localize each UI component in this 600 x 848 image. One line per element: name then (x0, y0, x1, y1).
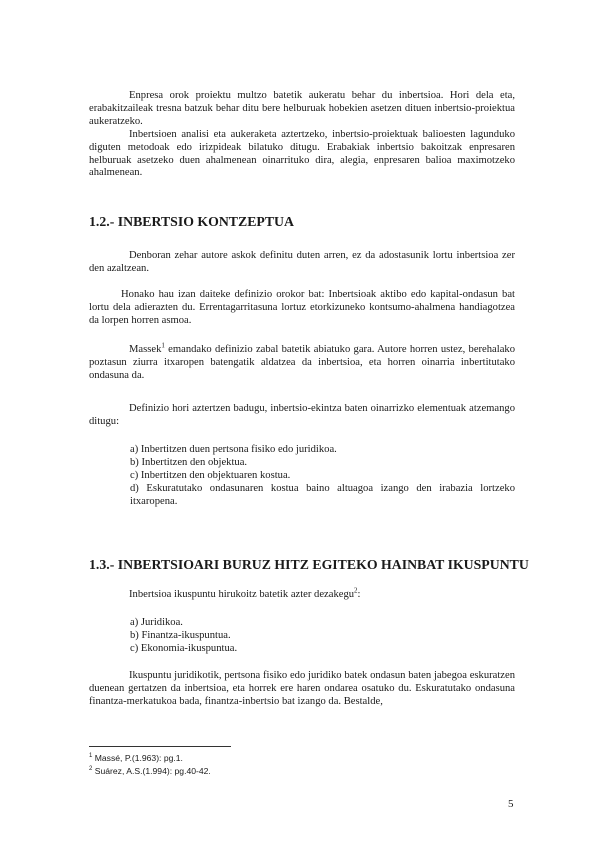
footnote-mark: 1 (89, 753, 93, 760)
footnote-divider (89, 746, 231, 747)
footnote-mark: 2 (89, 766, 93, 773)
footnote-ref-1[interactable]: 1 (161, 341, 165, 350)
section-1-2-paragraph-1: Denboran zehar autore askok definitu duten arren, ez da adostasunik lortu inbertsioa zer den azaltzean. (89, 250, 515, 274)
footnote-2 (89, 766, 211, 776)
element-list (130, 443, 515, 508)
section-1-2-paragraph-2: Honako hau izan daiteke definizio orokor bat: Inbertsioak aktibo edo kapital-ondasun bat lortu dela adierazten du. Errentagarritasuna lortuz etorkizuneko kontsumo-ahalmena handiagotzea da lorpen horren asmoa. (89, 289, 515, 326)
list-item: c) Ekonomia-ikuspuntua. (130, 643, 238, 654)
section-1-3-paragraph-1: Ikuspuntu juridikotik, pertsona fisiko edo juridiko batek ondasun baten jabegoa eskuratzen duenean gertatzen da inbertsioa, eta horrek ere haren ondarea osatuko du. Eskuratutako ondasuna finantza-merkatukoa bada, finantza-inbertsio bat izango da. Bestalde, (89, 670, 515, 707)
section-1-3-intro-text: Inbertsioa ikuspuntu hirukoitz batetik azter dezakegu (129, 589, 355, 600)
page-number: 5 (508, 798, 514, 810)
list-item: d) Eskuratutako ondasunaren kostua baino altuagoa izango den irabazia lortzeko itxaropena. (130, 483, 515, 507)
section-1-3-intro-colon: : (357, 589, 361, 600)
section-1-3-intro (89, 586, 515, 602)
footnote-1 (89, 753, 183, 763)
section-heading-1-3: 1.3.- INBERTSIOARI BURUZ HITZ EGITEKO HAINBAT IKUSPUNTU (89, 557, 529, 572)
list-item: b) Inbertitzen den objektua. (130, 457, 248, 468)
intro-section (89, 90, 515, 180)
section-1-2-paragraph-4: Definizio hori aztertzen badugu, inbertsio-ekintza baten oinarrizko elementuak atzemango ditugu: (89, 403, 515, 427)
list-item: a) Inbertitzen duen pertsona fisiko edo juridikoa. (130, 444, 337, 455)
list-item: b) Finantza-ikuspuntua. (130, 630, 231, 641)
list-item: a) Juridikoa. (130, 617, 183, 628)
section-1-2-paragraph-3 (89, 341, 515, 383)
section-heading-1-2: 1.2.- INBERTSIO KONTZEPTUA (89, 214, 294, 229)
footnote-text: Suárez, A.S.(1.994): pg.40-42. (92, 766, 211, 776)
footnote-ref-2[interactable]: 2 (354, 586, 358, 595)
author-name: Massek (129, 344, 162, 355)
section-1-2-paragraph-3-text: emandako definizio zabal batetik abiatuko gara. Autore horren ustez, berehalako poztasun ziurra itxaropen batengatik aldatzea da inbertsioa, eta horren oinarria inbertitutako ondasuna da. (89, 344, 515, 381)
intro-paragraph-2: Inbertsioen analisi eta aukeraketa aztertzeko, inbertsio-proiektuak balioesten lagunduko diguten metodoak edo irizpideak bilatuko ditugu. Erabakiak inbertsio bakoitzak enpresaren helburuak asetzeko duen ahalmenean oinarrituko dira, alegia, enpresaren balioa maximotzeko ahalmenean. (89, 128, 515, 179)
footnote-text: Massé, P.(1.963): pg.1. (92, 753, 183, 763)
list-item: c) Inbertitzen den objektuaren kostua. (130, 470, 291, 481)
intro-paragraph-1: Enpresa orok proiektu multzo batetik aukeratu behar du inbertsioa. Hori dela eta, erabakitzaileak tresna batzuk behar ditu bere helburuak hobekien asetzen dituen inbertsio-proiektua aukeratzeko. (89, 90, 515, 127)
viewpoint-list (130, 616, 515, 655)
